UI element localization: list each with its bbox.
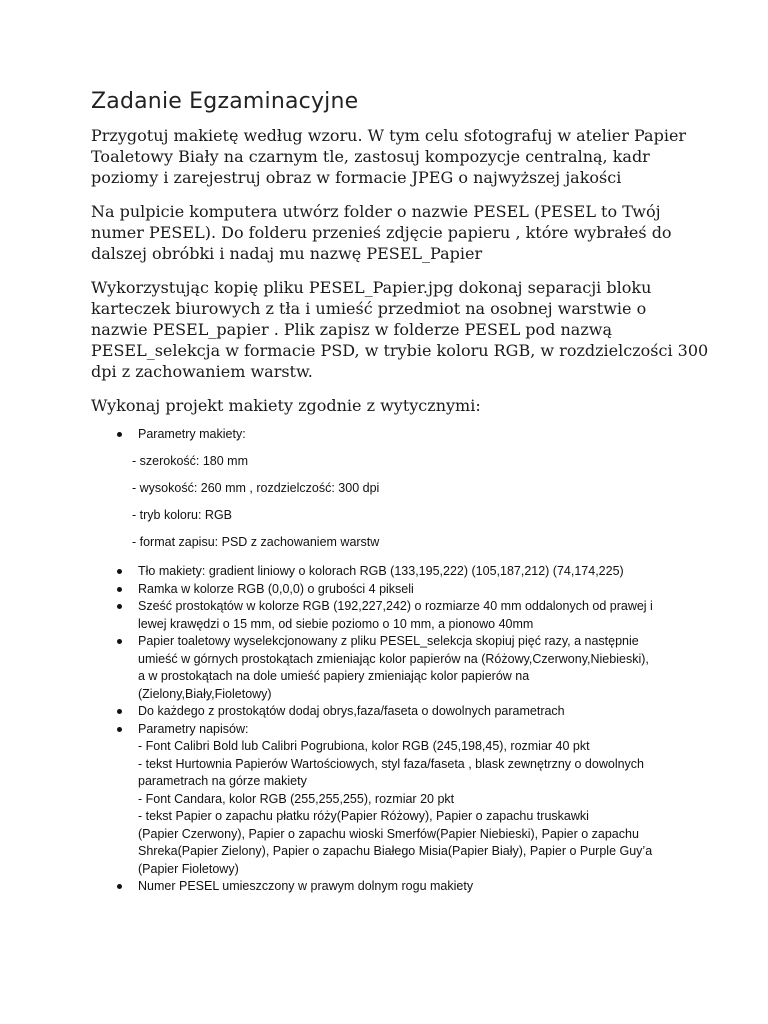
list-item (117, 703, 697, 721)
list-item-line: Sześć prostokątów w kolorze RGB (192,227,242) o rozmiarze 40 mm oddalonych od prawej i (138, 599, 653, 613)
bullet-icon (117, 709, 122, 714)
list-item-line: Ramka w kolorze RGB (0,0,0) o grubości 4 pikseli (138, 581, 414, 596)
list-item-line: - tekst Hurtownia Papierów Wartościowych, styl faza/faseta , blask zewnętrzny o dowolnych (138, 756, 644, 771)
bullet-icon (117, 432, 122, 437)
list-item-line: - Font Calibri Bold lub Calibri Pogrubiona, kolor RGB (245,198,45), rozmiar 40 pkt (138, 739, 590, 753)
paragraph-line: poziomy i zarejestruj obraz w formacie JPEG o najwyższej jakości (91, 168, 622, 187)
list-item-line: Tło makiety: gradient liniowy o kolorach RGB (133,195,222) (105,187,212) (74,174,225) (138, 564, 624, 578)
param-file-format: - format zapisu: PSD z zachowaniem warstw (132, 535, 380, 549)
paragraph-line: dalszej obróbki i nadaj mu nazwę PESEL_Papier (91, 244, 483, 263)
paragraph-line: nazwie PESEL_papier . Plik zapisz w folderze PESEL pod nazwą (91, 320, 613, 339)
list-item (117, 721, 697, 879)
paragraph-line: Wykorzystując kopię pliku PESEL_Papier.jpg dokonaj separacji bloku (91, 278, 652, 297)
list-item (117, 426, 697, 444)
list-item-line: Do każdego z prostokątów dodaj obrys,faza/faseta o dowolnych parametrach (138, 704, 565, 718)
list-item (117, 598, 697, 633)
paragraph-line: Wykonaj projekt makiety zgodnie z wytycznymi: (91, 396, 481, 415)
list-item (117, 878, 697, 896)
list-item-line: parametrach na górze makiety (138, 774, 307, 788)
list-item (117, 633, 697, 703)
list-item-line: umieść w górnych prostokątach zmieniając kolor papierów na (Różowy,Czerwony,Niebieski), (138, 651, 649, 666)
list-item-line: (Papier Fioletowy) (138, 861, 239, 876)
list-item-line: - Font Candara, kolor RGB (255,255,255), rozmiar 20 pkt (138, 791, 455, 806)
paragraph-folder-instructions (91, 201, 691, 264)
bullet-params (117, 426, 697, 444)
list-item-line: Numer PESEL umieszczony w prawym dolnym rogu makiety (138, 879, 474, 893)
param-height-resolution: - wysokość: 260 mm , rozdzielczość: 300 dpi (132, 481, 380, 495)
bullet-icon (117, 884, 122, 889)
paragraph-line: Na pulpicie komputera utwórz folder o nazwie PESEL (PESEL to Twój (91, 202, 661, 221)
paragraph-project-intro (91, 395, 691, 416)
list-item-line: lewej krawędzi o 15 mm, od siebie poziomo o 10 mm, a pionowo 40mm (138, 616, 534, 631)
bullet-label: Parametry makiety: (138, 427, 246, 441)
list-item-line: Papier toaletowy wyselekcjonowany z pliku PESEL_selekcja skopiuj pięć razy, a następnie (138, 634, 639, 648)
bullet-icon (117, 727, 122, 732)
list-item-line: - tekst Papier o zapachu płatku róży(Papier Różowy), Papier o zapachu truskawki (138, 809, 589, 823)
list-item-line: Parametry napisów: (138, 721, 249, 736)
param-color-mode: - tryb koloru: RGB (132, 508, 233, 522)
list-item-line: (Papier Czerwony), Papier o zapachu wioski Smerfów(Papier Niebieski), Papier o zapachu (138, 826, 639, 841)
requirements-list (117, 563, 697, 896)
list-item-line: a w prostokątach na dole umieść papiery zmieniając kolor papierów na (138, 669, 530, 683)
paragraph-line: karteczek biurowych z tła i umieść przedmiot na osobnej warstwie o (91, 299, 647, 318)
list-item-line: (Zielony,Biały,Fioletowy) (138, 686, 272, 701)
list-item (117, 563, 697, 581)
paragraph-line: numer PESEL). Do folderu przenieś zdjęcie papieru , które wybrałeś do (91, 223, 672, 242)
bullet-icon (117, 569, 122, 574)
bullet-icon (117, 604, 122, 609)
bullet-icon (117, 639, 122, 644)
list-item-line: Shreka(Papier Zielony), Papier o zapachu Białego Misia(Papier Biały), Papier o Purple Guy’a (138, 844, 653, 858)
paragraph-line: Toaletowy Biały na czarnym tle, zastosuj kompozycje centralną, kadr (91, 147, 650, 166)
paragraph-line: dpi z zachowaniem warstw. (91, 362, 313, 381)
list-item (117, 581, 697, 599)
paragraph-line: Przygotuj makietę według wzoru. W tym celu sfotografuj w atelier Papier (91, 126, 687, 145)
param-width: - szerokość: 180 mm (132, 454, 249, 468)
bullet-icon (117, 587, 122, 592)
document-title: Zadanie Egzaminacyjne (91, 89, 359, 114)
paragraph-line: PESEL_selekcja w formacie PSD, w trybie koloru RGB, w rozdzielczości 300 (91, 341, 709, 360)
paragraph-selection-instructions (91, 277, 709, 382)
paragraph-photo-instructions (91, 125, 691, 188)
